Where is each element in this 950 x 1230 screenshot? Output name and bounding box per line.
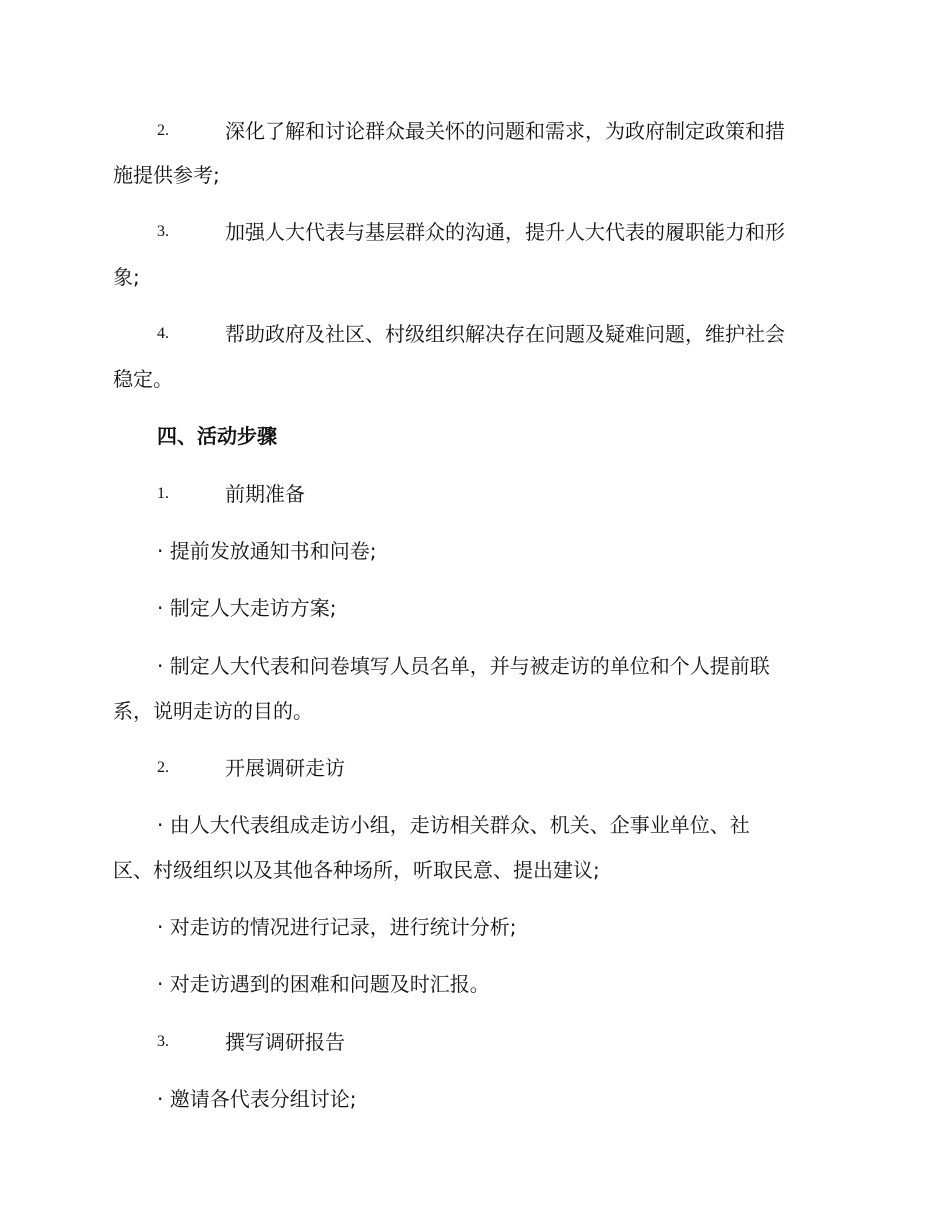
list-number: 3. (157, 223, 169, 240)
bullet-item: · 制定人大代表和问卷填写人员名单，并与被走访的单位和个人提前联 (157, 654, 770, 678)
list-item-text: 帮助政府及社区、村级组织解决存在问题及疑难问题，维护社会 (225, 322, 785, 346)
step-title: 撰写调研报告 (225, 1030, 345, 1054)
list-item-text: 深化了解和讨论群众最关怀的问题和需求，为政府制定政策和措 (225, 119, 785, 143)
list-item-text-continued: 施提供参考; (113, 163, 220, 187)
bullet-item: · 制定人大走访方案; (157, 596, 337, 620)
bullet-item: · 对走访的情况进行记录，进行统计分析; (157, 915, 517, 939)
list-item-text: 加强人大代表与基层群众的沟通，提升人大代表的履职能力和形 (225, 220, 785, 244)
bullet-item: · 提前发放通知书和问卷; (157, 539, 377, 563)
bullet-item: · 邀请各代表分组讨论; (157, 1087, 357, 1111)
step-number: 1. (157, 485, 169, 502)
section-heading: 四、活动步骤 (157, 424, 277, 448)
step-number: 3. (157, 1033, 169, 1050)
step-number: 2. (157, 759, 169, 776)
step-title: 前期准备 (225, 482, 305, 506)
bullet-item-continued: 区、村级组织以及其他各种场所，听取民意、提出建议; (113, 858, 600, 882)
list-item-text-continued: 象; (113, 265, 140, 289)
bullet-item-continued: 系，说明走访的目的。 (113, 699, 313, 723)
bullet-item: · 由人大代表组成走访小组，走访相关群众、机关、企事业单位、社 (157, 813, 750, 837)
list-item-text-continued: 稳定。 (113, 367, 173, 391)
list-number: 4. (157, 325, 169, 342)
list-number: 2. (157, 122, 169, 139)
bullet-item: · 对走访遇到的困难和问题及时汇报。 (157, 972, 490, 996)
step-title: 开展调研走访 (225, 756, 345, 780)
